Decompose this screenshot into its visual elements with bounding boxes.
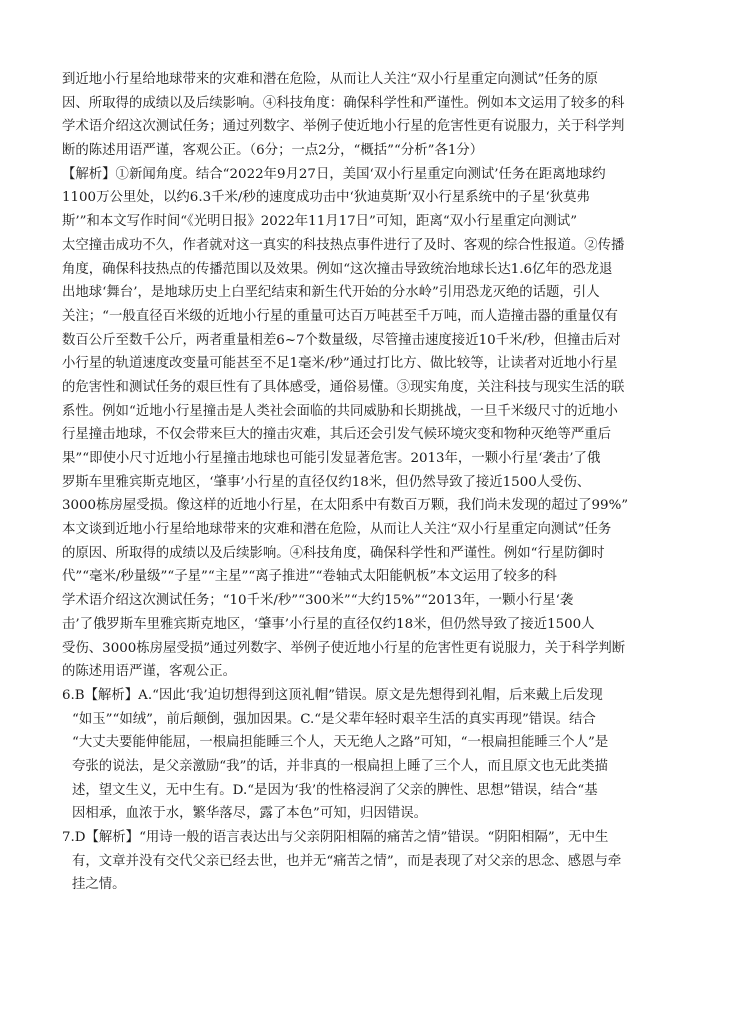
text-line: 本文谈到近地小行星给地球带来的灾难和潜在危险，从而让人关注“双小行星重定向测试”任务 (62, 522, 612, 538)
text-line: 数百公斤至数千公斤，两者重量相差6~7个数量级，尽管撞击速度接近10千米/秒，但撞击后对 (62, 332, 621, 348)
analysis-heading-line: 【解析】①新闻角度。结合“2022年9月27日，美国‘双小行星重定向测试’任务在距离地球约 (62, 166, 606, 182)
text-line: 学术语介绍这次测试任务；通过列数字、举例子使近地小行星的危害性更有说服力，关于科学判 (62, 119, 625, 135)
text-line: 行星撞击地球，不仅会带来巨大的撞击灾难，其后还会引发气候环境灾变和物种灭绝等严重后 (62, 427, 612, 443)
text-line: “如玉”“如绒”，前后颠倒，强加因果。C.“是父辈年轻时艰辛生活的真实再现”错误。结合 (72, 711, 596, 727)
text-line: 的危害性和测试任务的艰巨性有了具体感受，通俗易懂。③现实角度，关注科技与现实生活的联 (62, 379, 625, 395)
text-line: 学术语介绍这次测试任务；“10千米/秒”“300米”“大约15%”“2013年，一颗小行星‘袭 (62, 593, 574, 609)
text-line: 夸张的说法，是父亲激励“我”的话，并非真的一根扁担上睡了三个人，而且原文也无此类描 (72, 758, 608, 774)
text-line: 系性。例如“近地小行星撞击是人类社会面临的共同威胁和长期挑战，一旦千米级尺寸的近地小 (62, 403, 618, 419)
text-line: 因相承，血浓于水，繁华落尽，露了本色”可知，归因错误。 (72, 806, 427, 822)
text-line: 太空撞击成功不久，作者就对这一真实的科技热点事件进行了及时、客观的综合性报道。②传播 (62, 237, 625, 253)
text-line: 的陈述用语严谨，客观公正。 (62, 664, 237, 680)
text-line: 到近地小行星给地球带来的灾难和潜在危险，从而让人关注“双小行星重定向测试”任务的原 (62, 72, 598, 87)
text-line: 小行星的轨道速度改变量可能甚至不足1毫米/秒”通过打比方、做比较等，让读者对近地小行星 (62, 356, 618, 372)
text-line: 出地球‘舞台’，是地球历史上白垩纪结束和新生代开始的分水岭”引用恐龙灭绝的话题，引人 (62, 285, 600, 301)
text-line: 果”“即使小尺寸近地小行星撞击地球也可能引发显著危害。2013年，一颗小行星‘袭击’了俄 (62, 451, 601, 466)
text-line: 述，望文生义，无中生有。D.“是因为‘我’的性格浸润了父亲的脾性、思想”错误，结合“基 (72, 782, 598, 798)
text-line: “大丈夫要能伸能屈，一根扁担能睡三个人，天无绝人之路”可知，“一根扁担能睡三个人”是 (72, 735, 609, 751)
text-line: 挂之情。 (72, 877, 126, 893)
text-line: 3000栋房屋受损。像这样的近地小行星，在太阳系中有数百万颗，我们尚未发现的超过了99%” (62, 498, 629, 514)
question-7-answer-line: 7.D【解析】“用诗一般的语言表达出与父亲阴阳相隔的痛苦之情”错误。“阴阳相隔”，无中生 (62, 830, 609, 845)
text-line: 有，文章并没有交代父亲已经去世，也并无“痛苦之情”，而是表现了对父亲的思念、感恩与牵 (72, 853, 622, 869)
text-line: 斯’”和本文写作时间“《光明日报》2022年11月17日”可知，距离“双小行星重定向测试” (62, 214, 578, 230)
text-line: 受伤、3000栋房屋受损”通过列数字、举例子使近地小行星的危害性更有说服力，关于科学判断 (62, 640, 626, 656)
text-line: 1100万公里处，以约6.3千米/秒的速度成功击中‘狄迪莫斯’双小行星系统中的子星‘狄莫弗 (62, 190, 590, 206)
text-line: 的原因、所取得的成绩以及后续影响。④科技角度，确保科学性和严谨性。例如“行星防御时 (62, 545, 605, 561)
text-line: 击’了俄罗斯车里雅宾斯克地区，‘肇事’小行星的直径仅约18米，但仍然导致了接近1500人 (62, 616, 595, 632)
text-line: 关注；“一般直径百米级的近地小行星的重量可达百万吨甚至千万吨，而人造撞击器的重量仅有 (62, 308, 618, 324)
text-line: 断的陈述用语严谨，客观公正。（6分；一点2分，“概括”“分析”各1分） (62, 143, 484, 159)
text-line: 角度，确保科技热点的传播范围以及效果。例如“这次撞击导致统治地球长达1.6亿年的恐龙退 (62, 261, 613, 277)
text-line: 罗斯车里雅宾斯克地区，‘肇事’小行星的直径仅约18米，但仍然导致了接近1500人受伤、 (62, 474, 591, 490)
text-line: 代”“毫米/秒量级”“子星”“主星”“离子推进”“卷轴式太阳能帆板”本文运用了较多的科 (62, 569, 557, 585)
question-6-answer-line: 6.B【解析】A.“因此‘我’迫切想得到这顶礼帽”错误。原文是先想得到礼帽，后来戴上后发现 (62, 687, 603, 703)
text-line: 因、所取得的成绩以及后续影响。④科技角度：确保科学性和严谨性。例如本文运用了较多的科 (62, 95, 625, 111)
